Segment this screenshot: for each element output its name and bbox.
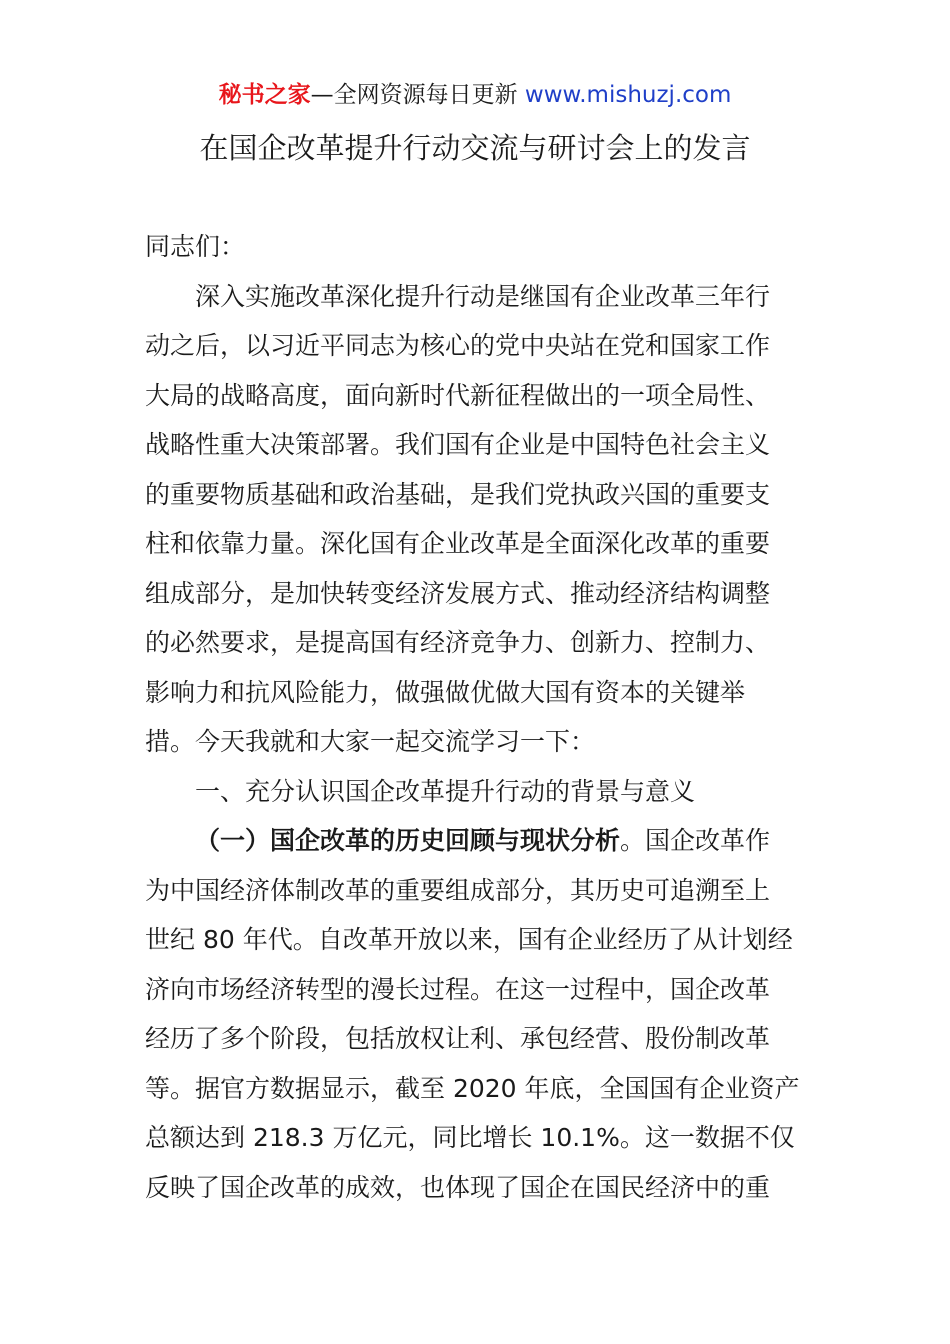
paragraph-line: 等。据官方数据显示，截至 2020 年底，全国国有企业资产 <box>145 1073 800 1103</box>
paragraph-text: 。国企改革作 <box>620 826 771 855</box>
section-heading: 一、充分认识国企改革提升行动的背景与意义 <box>195 776 696 806</box>
document-body <box>145 222 810 1212</box>
subsection-paragraph <box>145 816 810 1212</box>
paragraph-intro <box>145 272 810 767</box>
paragraph-line: 组成部分，是加快转变经济发展方式、推动经济结构调整 <box>145 578 771 608</box>
brand-name: 秘书之家 <box>218 82 311 108</box>
paragraph-line: 的必然要求，是提高国有经济竞争力、创新力、控制力、 <box>145 628 771 657</box>
paragraph-line: 总额达到 218.3 万亿元，同比增长 10.1%。这一数据不仅 <box>145 1123 795 1152</box>
greeting: 同志们： <box>145 232 246 261</box>
paragraph-line: 深入实施改革深化提升行动是继国有企业改革三年行 <box>195 281 771 311</box>
paragraph-line: 动之后，以习近平同志为核心的党中央站在党和国家工作 <box>145 331 771 360</box>
paragraph-line: 的重要物质基础和政治基础，是我们党执政兴国的重要支 <box>145 479 771 509</box>
paragraph-line: 为中国经济体制改革的重要组成部分，其历史可追溯至上 <box>145 875 771 905</box>
site-url-link[interactable]: www.mishuzj.com <box>524 82 732 108</box>
header-tagline: —全网资源每日更新 <box>310 82 525 108</box>
paragraph-line: 反映了国企改革的成效，也体现了国企在国民经济中的重 <box>145 1172 771 1202</box>
paragraph-line: 战略性重大决策部署。我们国有企业是中国特色社会主义 <box>145 430 771 459</box>
paragraph-line <box>145 816 810 866</box>
paragraph-line: 大局的战略高度，面向新时代新征程做出的一项全局性、 <box>145 380 771 410</box>
document-title: 在国企改革提升行动交流与研讨会上的发言 <box>199 131 751 165</box>
paragraph-line: 柱和依靠力量。深化国有企业改革是全面深化改革的重要 <box>145 529 771 558</box>
subsection-heading: （一）国企改革的历史回顾与现状分析 <box>195 826 621 855</box>
site-header <box>0 78 950 112</box>
paragraph-line: 影响力和抗风险能力，做强做优做大国有资本的关键举 <box>145 677 746 707</box>
paragraph-line: 济向市场经济转型的漫长过程。在这一过程中，国企改革 <box>145 974 771 1004</box>
paragraph-line: 措。今天我就和大家一起交流学习一下： <box>145 727 596 756</box>
paragraph-line: 世纪 80 年代。自改革开放以来，国有企业经历了从计划经 <box>145 925 793 954</box>
paragraph-line: 经历了多个阶段，包括放权让利、承包经营、股份制改革 <box>145 1024 771 1053</box>
